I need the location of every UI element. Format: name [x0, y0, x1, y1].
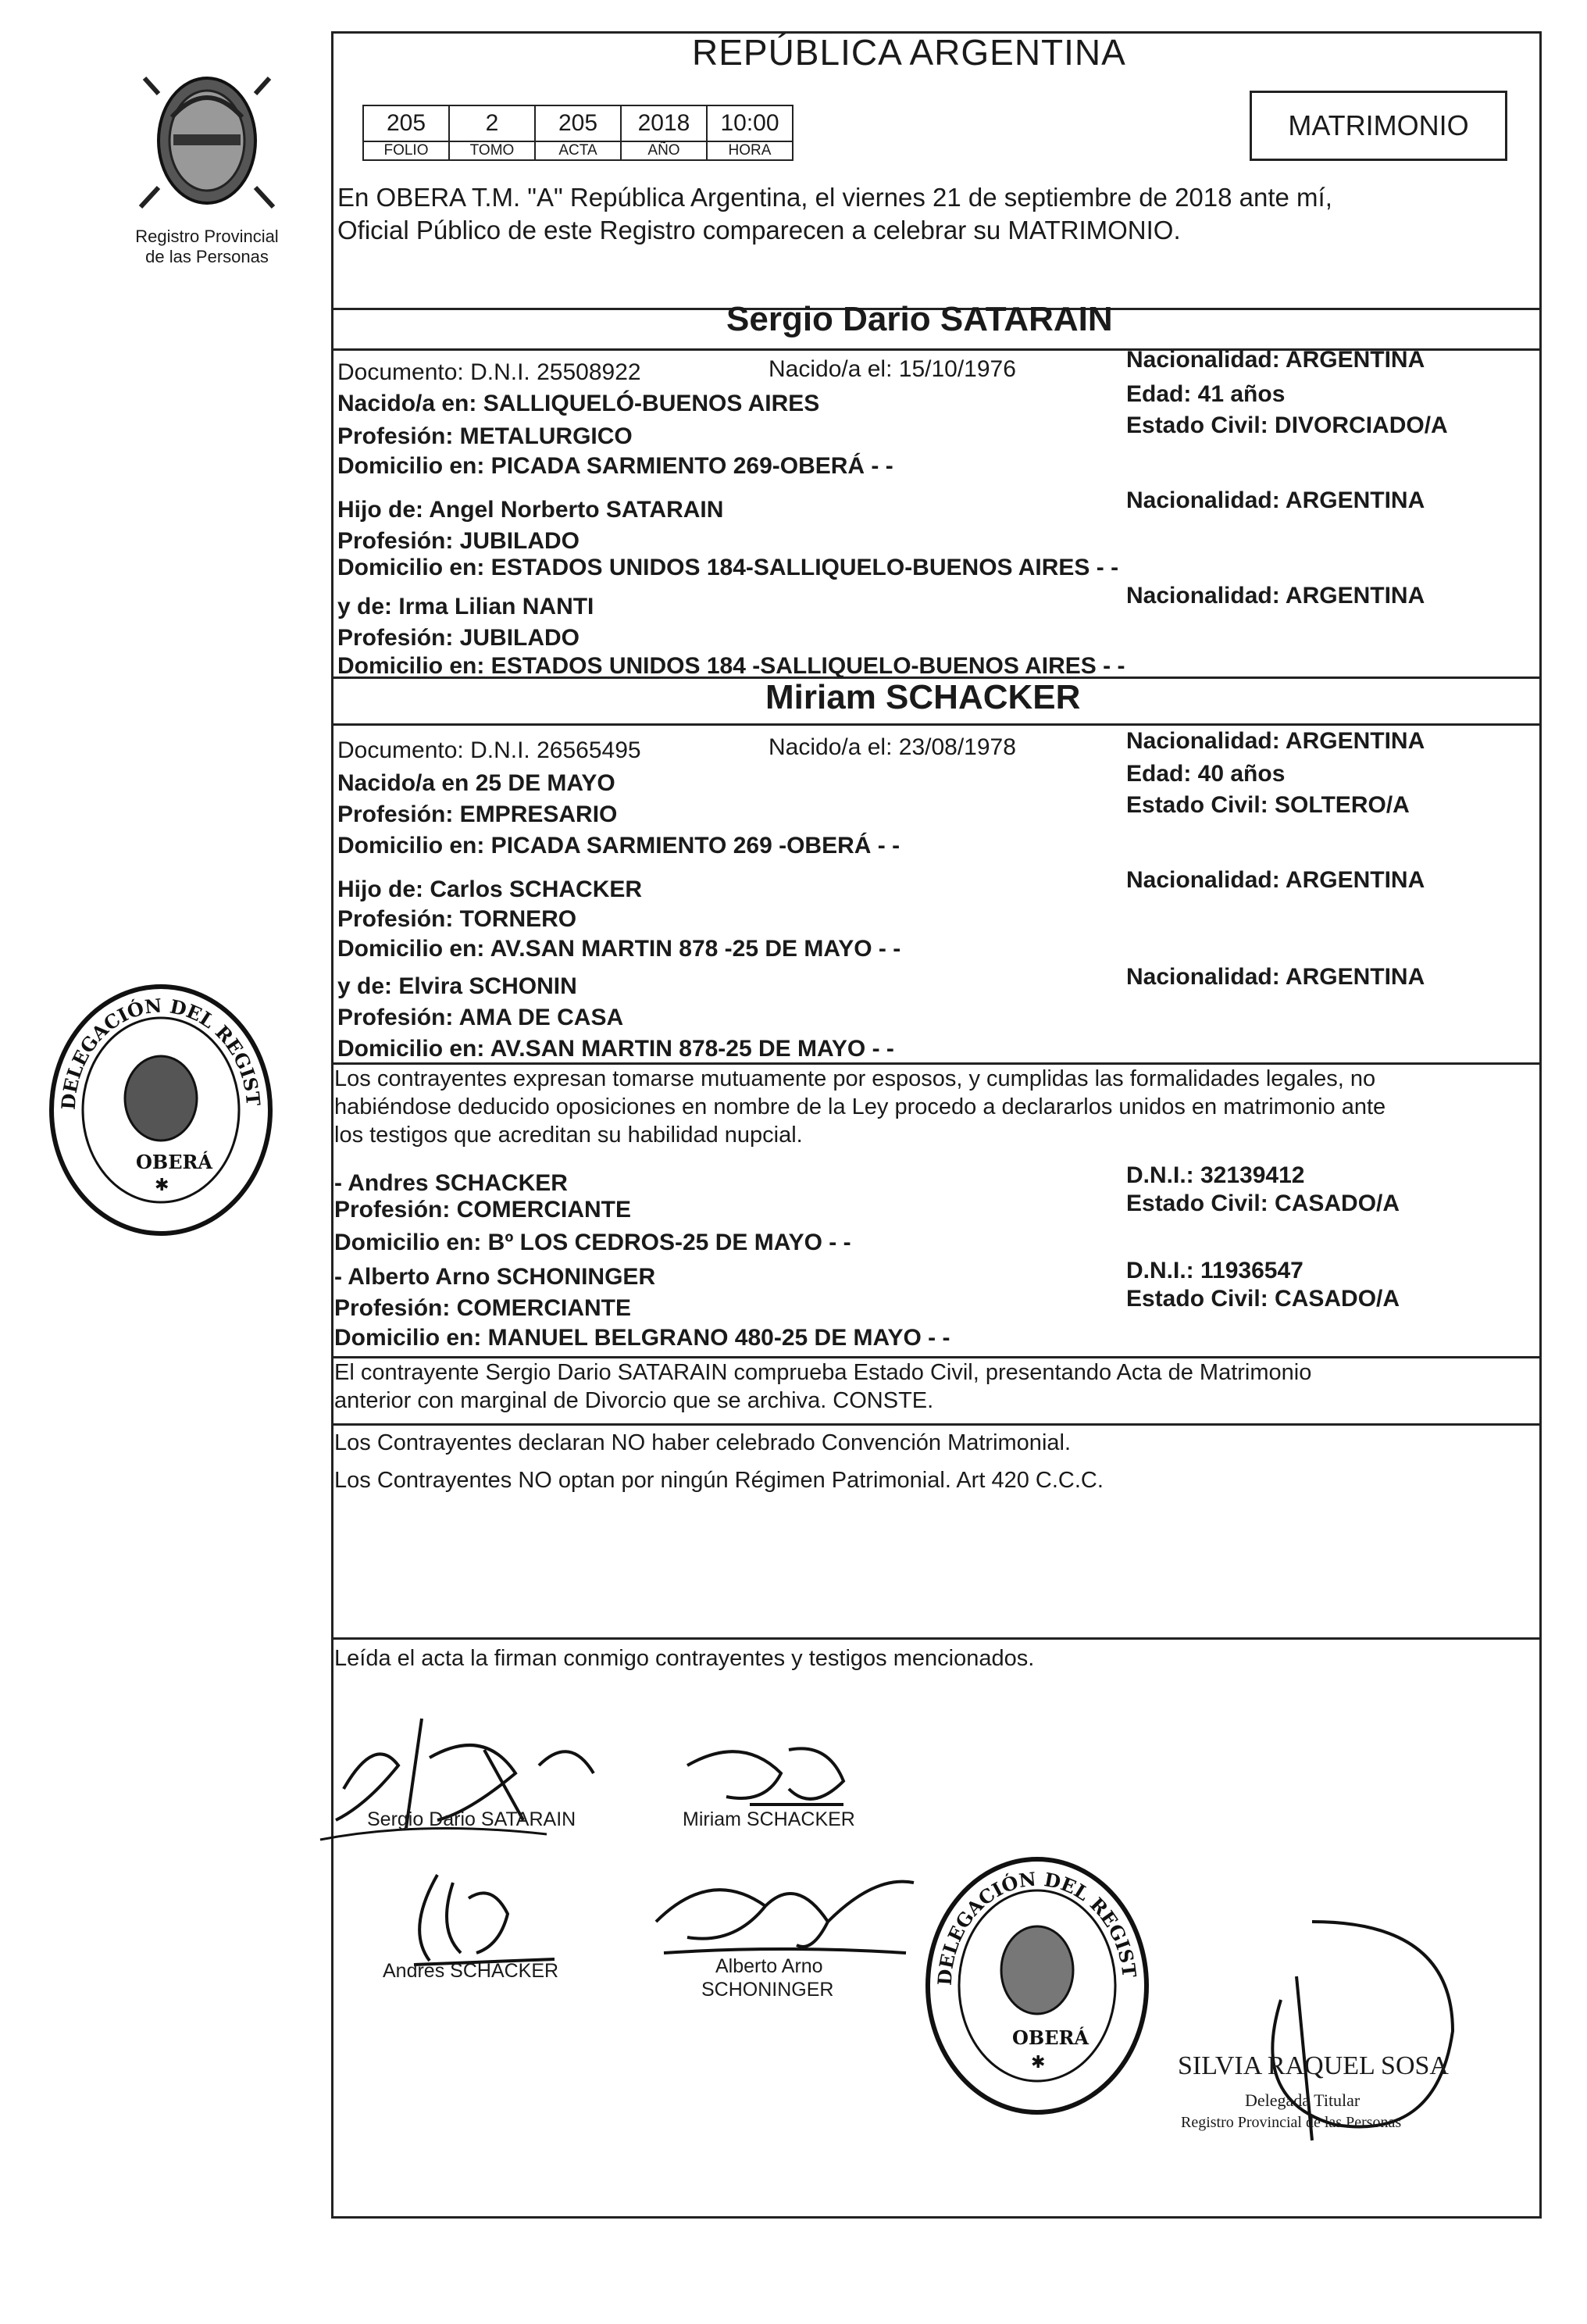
spouse2-domicilio: Domicilio en: PICADA SARMIENTO 269 -OBERÁ - - [337, 833, 900, 859]
registry-logo-line1: Registro Provincial [135, 227, 279, 246]
spouse2-mother-profesion: Profesión: AMA DE CASA [337, 1005, 624, 1030]
declaration-line3: los testigos que acreditan su habilidad nupcial. [334, 1123, 803, 1148]
spouse2-nacido-en: Nacido/a en 25 DE MAYO [337, 770, 615, 796]
spouse1-nacido-en: Nacido/a en: SALLIQUELÓ-BUENOS AIRES [337, 391, 820, 416]
spouse1-father-domicilio: Domicilio en: ESTADOS UNIDOS 184-SALLIQUELO-BUENOS AIRES - - [337, 555, 1119, 580]
witness1-name: - Andres SCHACKER [334, 1170, 568, 1196]
declaration-line2: habiéndose deducido oposiciones en nombre de la Ley procedo a declararlos unidos en matrimonio ante [334, 1094, 1386, 1119]
divider-signatures [331, 1637, 1542, 1640]
record-info-table [362, 105, 794, 161]
spouse1-profesion: Profesión: METALURGICO [337, 423, 633, 449]
spouse2-nacido-el: Nacido/a el: 23/08/1978 [769, 734, 1016, 760]
spouse1-father: Hijo de: Angel Norberto SATARAIN [337, 497, 724, 523]
intro-line1: En OBERA T.M. "A" República Argentina, el viernes 21 de septiembre de 2018 ante mí, [337, 183, 1332, 212]
svg-text:✱: ✱ [1031, 2052, 1046, 2072]
official-seal-right [911, 1835, 1154, 2119]
spouse1-nacionalidad: Nacionalidad: ARGENTINA [1126, 347, 1425, 373]
seal-right-outer-text: DELEGACIÓN DEL REGISTRO PROVINCIAL DE LAS PERSONAS [911, 1835, 1141, 1987]
spouse2-documento: Documento: D.N.I. 26565495 [337, 737, 641, 763]
witness1-estado-civil: Estado Civil: CASADO/A [1126, 1191, 1400, 1216]
divider-spouse2-title [331, 723, 1542, 726]
closing-statement: Leída el acta la firman conmigo contrayentes y testigos mencionados. [334, 1646, 1035, 1671]
signature-label-alberto-2: SCHONINGER [701, 1979, 834, 2001]
registry-logo-line2: de las Personas [145, 247, 269, 266]
acta-value: 205 [535, 105, 621, 141]
spouse2-father-nacionalidad: Nacionalidad: ARGENTINA [1126, 867, 1425, 893]
spouse1-mother-profesion: Profesión: JUBILADO [337, 625, 580, 651]
signature-label-miriam: Miriam SCHACKER [683, 1808, 855, 1830]
spouse1-estado-civil: Estado Civil: DIVORCIADO/A [1126, 412, 1448, 438]
regime-note: Los Contrayentes NO optan por ningún Régimen Patrimonial. Art 420 C.C.C. [334, 1468, 1104, 1493]
witness1-domicilio: Domicilio en: Bº LOS CEDROS-25 DE MAYO - - [334, 1230, 851, 1255]
acta-label: ACTA [535, 141, 621, 160]
anio-label: AÑO [621, 141, 707, 160]
official-seal-left [35, 963, 278, 1239]
officer-title: Delegada Titular [1245, 2090, 1361, 2110]
hora-label: HORA [707, 141, 793, 160]
divider-declaration [331, 1062, 1542, 1065]
declaration-line1: Los contrayentes expresan tomarse mutuamente por esposos, y cumplidas las formalidades legales, no [334, 1066, 1376, 1091]
divorce-note-line1: El contrayente Sergio Dario SATARAIN comprueba Estado Civil, presentando Acta de Matrimonio [334, 1360, 1312, 1385]
spouse2-edad: Edad: 40 años [1126, 761, 1286, 787]
tomo-value: 2 [449, 105, 535, 141]
registry-logo [117, 62, 297, 273]
folio-label: FOLIO [363, 141, 449, 160]
document-type-badge: MATRIMONIO [1250, 91, 1507, 161]
witness2-estado-civil: Estado Civil: CASADO/A [1126, 1286, 1400, 1312]
spouse1-father-nacionalidad: Nacionalidad: ARGENTINA [1126, 487, 1425, 513]
hora-value: 10:00 [707, 105, 793, 141]
anio-value: 2018 [621, 105, 707, 141]
signature-label-alberto-1: Alberto Arno [715, 1955, 823, 1977]
witness1-dni: D.N.I.: 32139412 [1126, 1162, 1305, 1188]
spouse1-mother: y de: Irma Lilian NANTI [337, 594, 594, 619]
spouse1-mother-nacionalidad: Nacionalidad: ARGENTINA [1126, 583, 1425, 609]
witness2-domicilio: Domicilio en: MANUEL BELGRANO 480-25 DE MAYO - - [334, 1325, 950, 1351]
spouse1-name: Sergio Dario SATARAIN [726, 300, 1113, 338]
seal-right-city: OBERÁ [1012, 2026, 1090, 2049]
seal-left-outer-text: DELEGACIÓN DEL REGISTRO PROVINCIAL DE LAS PERSONAS [35, 963, 266, 1111]
spouse1-mother-domicilio: Domicilio en: ESTADOS UNIDOS 184 -SALLIQUELO-BUENOS AIRES - - [337, 653, 1125, 679]
witness2-profesion: Profesión: COMERCIANTE [334, 1295, 632, 1321]
spouse1-edad: Edad: 41 años [1126, 381, 1286, 407]
spouse2-profesion: Profesión: EMPRESARIO [337, 801, 618, 827]
spouse1-documento: Documento: D.N.I. 25508922 [337, 359, 641, 385]
spouse2-estado-civil: Estado Civil: SOLTERO/A [1126, 792, 1410, 818]
witness2-dni: D.N.I.: 11936547 [1126, 1258, 1303, 1283]
witness2-name: - Alberto Arno SCHONINGER [334, 1264, 656, 1290]
coat-of-arms-icon [117, 62, 297, 219]
intro-line2: Oficial Público de este Registro comparecen a celebrar su MATRIMONIO. [337, 216, 1181, 245]
spouse1-father-profesion: Profesión: JUBILADO [337, 528, 580, 554]
divorce-note-line2: anterior con marginal de Divorcio que se archiva. CONSTE. [334, 1388, 934, 1413]
officer-registry: Registro Provincial de las Personas [1181, 2114, 1402, 2131]
spouse2-nacionalidad: Nacionalidad: ARGENTINA [1126, 728, 1425, 754]
spouse2-father-domicilio: Domicilio en: AV.SAN MARTIN 878 -25 DE MAYO - - [337, 936, 901, 962]
spouse2-name: Miriam SCHACKER [765, 678, 1081, 716]
spouse1-domicilio: Domicilio en: PICADA SARMIENTO 269-OBERÁ - - [337, 453, 893, 479]
spouse2-father-profesion: Profesión: TORNERO [337, 906, 577, 932]
svg-text:✱: ✱ [155, 1175, 169, 1194]
signature-label-sergio: Sergio Dario SATARAIN [367, 1808, 576, 1830]
signature-label-andres: Andres SCHACKER [383, 1960, 559, 1982]
divider-notes [331, 1356, 1542, 1358]
spouse2-mother-domicilio: Domicilio en: AV.SAN MARTIN 878-25 DE MAYO - - [337, 1036, 894, 1062]
convention-note: Los Contrayentes declaran NO haber celebrado Convención Matrimonial. [334, 1430, 1072, 1455]
tomo-label: TOMO [449, 141, 535, 160]
spouse2-mother: y de: Elvira SCHONIN [337, 973, 577, 999]
officer-name: SILVIA RAQUEL SOSA [1178, 2051, 1449, 2080]
country-title: REPÚBLICA ARGENTINA [692, 32, 1126, 73]
folio-value: 205 [363, 105, 449, 141]
seal-left-city: OBERÁ [136, 1151, 213, 1173]
spouse1-nacido-el: Nacido/a el: 15/10/1976 [769, 356, 1016, 382]
spouse2-mother-nacionalidad: Nacionalidad: ARGENTINA [1126, 964, 1425, 990]
witness1-profesion: Profesión: COMERCIANTE [334, 1197, 632, 1223]
divider-convention [331, 1423, 1542, 1426]
spouse2-father: Hijo de: Carlos SCHACKER [337, 876, 643, 902]
